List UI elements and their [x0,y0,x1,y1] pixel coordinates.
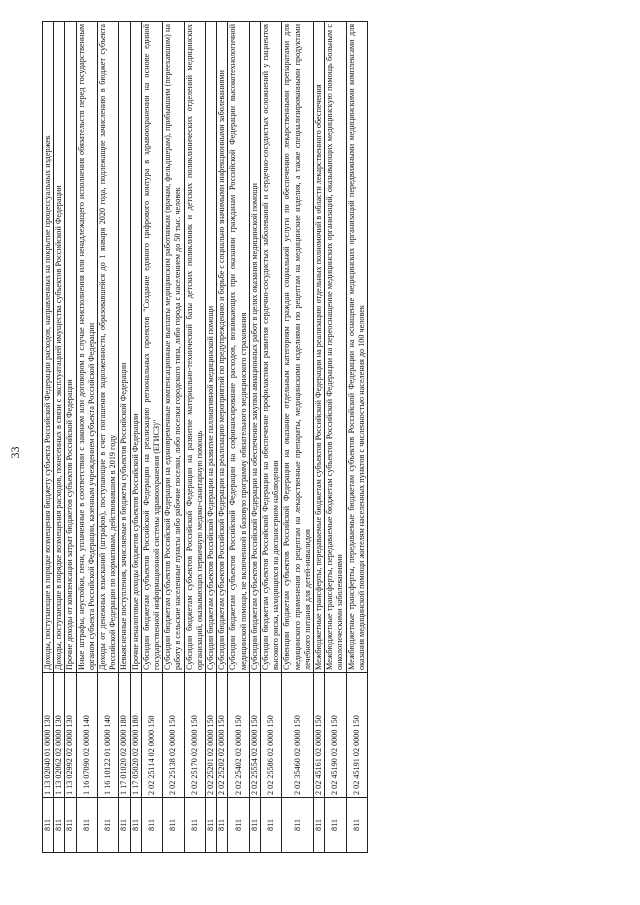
admin-code-cell: 811 [314,798,325,853]
budget-code-cell: 1 13 02040 01 0000 130 [43,673,54,798]
page-number: 33 [8,446,22,459]
admin-code-cell: 811 [261,798,282,853]
table-row [98,22,119,853]
revenue-name-cell: Межбюджетные трансферты, передаваемые бюджетам субъектов Российской Федерации на оснащение медицинских организаций передвижными медицинскими комплексами для оказания медицинской помощи жителям населенных пунктов с численностью населения до 100 человек [346,22,367,673]
table-row [314,22,325,853]
admin-code-cell: 811 [346,798,367,853]
budget-code-cell: 1 16 07090 02 0000 140 [76,673,97,798]
admin-code-cell: 811 [76,798,97,853]
admin-code-cell: 811 [54,798,65,853]
revenue-name-cell: Субсидии бюджетам субъектов Российской Федерации на обеспечение закупки авиационных работ в целях оказания медицинской помощи [249,22,260,673]
budget-code-cell: 2 02 45190 02 0000 150 [325,673,346,798]
admin-code-cell: 811 [163,798,184,853]
table-row [217,22,228,853]
revenue-name-cell: Субвенции бюджетам субъектов Российской Федерации на оказание отдельным категориям граждан социальной услуги по обеспечению лекарственными препаратами для медицинского применения по рецептам на лекарственные препараты, медицинскими изделиями по рецептам на медицинские изделия, а также специализированными продуктами лечебного питания для детей-инвалидов [282,22,314,673]
admin-code-cell: 811 [282,798,314,853]
revenue-name-cell: Доходы от денежных взысканий (штрафов), поступающие в счет погашения задолженности, образовавшейся до 1 января 2020 года, подлежащие зачислению в бюджет субъекта Российской Федерации по нормативам, действовавшим в 2019 году [98,22,119,673]
budget-code-cell: 2 02 35460 02 0000 150 [282,673,314,798]
admin-code-cell: 811 [325,798,346,853]
table-row [163,22,184,853]
admin-code-cell: 811 [43,798,54,853]
budget-code-cell: 2 02 45191 02 0000 150 [346,673,367,798]
budget-code-cell: 2 02 25138 02 0000 150 [163,673,184,798]
revenue-name-cell: Субсидии бюджетам субъектов Российской Федерации на обеспечение профилактики развития сердечно-сосудистых заболеваний и сердечно-сосудистых осложнений у пациентов высокого риска, находящихся на диспансерном наблюдении [261,22,282,673]
table-row [130,22,141,853]
budget-code-cell: 2 02 25170 02 0000 150 [184,673,205,798]
table-row [54,22,65,853]
budget-code-cell: 1 16 10122 01 0000 140 [98,673,119,798]
revenue-name-cell: Межбюджетные трансферты, передаваемые бюджетам субъектов Российской Федерации на переоснащение медицинских организаций, оказывающих медицинскую помощь больным с онкологическими заболеваниями [325,22,346,673]
admin-code-cell: 811 [206,798,217,853]
budget-code-cell: 2 02 45161 02 0000 150 [314,673,325,798]
admin-code-cell: 811 [249,798,260,853]
revenue-name-cell: Прочие доходы от компенсации затрат бюджетов субъектов Российской Федерации [65,22,76,673]
table-row [282,22,314,853]
admin-code-cell: 811 [184,798,205,853]
budget-code-cell: 2 02 25402 02 0000 150 [228,673,249,798]
admin-code-cell: 811 [130,798,141,853]
budget-code-cell: 2 02 25586 02 0000 150 [261,673,282,798]
admin-code-cell: 811 [65,798,76,853]
table-row [249,22,260,853]
revenue-name-cell: Субсидии бюджетам субъектов Российской Федерации на реализацию региональных проектов "Создание единого цифрового контура в здравоохранении на основе единой государственной информационной системы здравоохранения (ЕГИСЗ)" [141,22,162,673]
table-body [43,22,368,853]
budget-code-cell: 2 02 25201 02 0000 150 [206,673,217,798]
budget-code-cell: 2 02 25114 02 0000 150 [141,673,162,798]
revenue-name-cell: Субсидии бюджетам субъектов Российской Федерации на реализацию мероприятий по предупреждению и борьбе с социально значимыми инфекционными заболеваниями [217,22,228,673]
revenue-name-cell: Субсидии бюджетам субъектов Российской Федерации на развитие паллиативной медицинской помощи [206,22,217,673]
table-row [346,22,367,853]
table-row [65,22,76,853]
revenue-name-cell: Доходы, поступающие в порядке возмещения бюджету субъекта Российской Федерации расходов, направленных на покрытие процессуальных издержек [43,22,54,673]
admin-code-cell: 811 [141,798,162,853]
budget-code-cell: 2 02 25202 02 0000 150 [217,673,228,798]
revenue-name-cell: Прочие неналоговые доходы бюджетов субъектов Российской Федерации [130,22,141,673]
admin-code-cell: 811 [217,798,228,853]
budget-code-cell: 1 13 02062 02 0000 130 [54,673,65,798]
budget-code-cell: 1 17 01020 02 0000 180 [119,673,130,798]
table-row [141,22,162,853]
table-row [43,22,54,853]
revenue-name-cell: Субсидии бюджетам субъектов Российской Федерации на софинансирование расходов, возникающих при оказании гражданам Российской Федерации высокотехнологичной медицинской помощи, не включенной в базовую программу обязательного медицинского страхования [228,22,249,673]
revenue-name-cell: Субсидии бюджетам субъектов Российской Федерации на единовременные компенсационные выплаты медицинским работникам (врачам, фельдшерам), прибывшим (переехавшим) на работу в сельские населенные пункты либо рабочие поселки, либо поселки городского типа, либо города с населением до 50 тыс. человек [163,22,184,673]
revenue-name-cell: Невыясненные поступления, зачисляемые в бюджеты субъектов Российской Федерации [119,22,130,673]
budget-code-cell: 1 17 05020 02 0000 180 [130,673,141,798]
table-row [184,22,205,853]
budget-code-cell: 2 02 25554 02 0000 150 [249,673,260,798]
table-row [206,22,217,853]
revenue-name-cell: Иные штрафы, неустойки, пени, уплаченные в соответствии с законом или договором в случае неисполнения или ненадлежащего исполнения обязательств перед государственным органом субъекта Российской Федерации, казенным учреждением субъекта Российской Федерации [76,22,97,673]
budget-code-cell: 1 13 02992 02 0000 130 [65,673,76,798]
revenue-name-cell: Межбюджетные трансферты, передаваемые бюджетам субъектов Российской Федерации на реализацию отдельных полномочий в области лекарственного обеспечения [314,22,325,673]
admin-code-cell: 811 [98,798,119,853]
revenue-codes-table [42,21,368,853]
revenue-name-cell: Субсидии бюджетам субъектов Российской Федерации на развитие материально-технической базы детских поликлиник и детских поликлинических отделений медицинских организаций, оказывающих первичную медико-санитарную помощь [184,22,205,673]
table-row [119,22,130,853]
revenue-name-cell: Доходы, поступающие в порядке возмещения расходов, понесенных в связи с эксплуатацией имущества субъектов Российской Федерации [54,22,65,673]
admin-code-cell: 811 [228,798,249,853]
table-row [261,22,282,853]
table-row [228,22,249,853]
table-row [76,22,97,853]
table-row [325,22,346,853]
admin-code-cell: 811 [119,798,130,853]
